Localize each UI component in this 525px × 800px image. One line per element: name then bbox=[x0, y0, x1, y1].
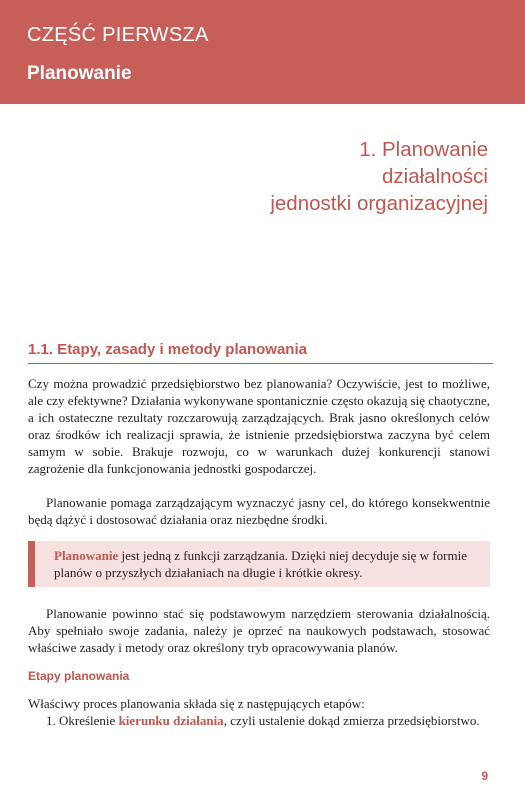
paragraph-intro: Czy można prowadzić przedsiębiorstwo bez planowania? Oczywiście, jest to możliwe, ale czy efektywne? Działania wykonywane spontanicznie często okazują się chaotyczne, a ich ostateczne rezultaty rozczarowują zarządzających. Brak jasno określonych celów oraz środków ich realizacji sprawia, że istnienie przedsiębiorstwa zaczyna być celem samym w sobie. Brakuje rozwoju, co w warunkach dużej konkurencji stanowi zagrożenie dla funkcjonowania jednostki gospodarczej. bbox=[28, 376, 491, 476]
subsection-heading: Etapy planowania bbox=[28, 669, 130, 683]
subsection-intro: Właściwy proces planowania składa się z następujących etapów: bbox=[28, 696, 365, 711]
chapter-title-line: działalności bbox=[382, 165, 488, 188]
definition-body: jest jedną z funkcji zarządzania. Dzięki niej decyduje się w formie planów o przyszłych działaniach na długie i krótkie okresy. bbox=[54, 548, 467, 580]
list-item bbox=[28, 712, 490, 729]
part-label: CZĘŚĆ PIERWSZA bbox=[27, 24, 209, 46]
paragraph-tool: Planowanie powinno stać się podstawowym narzędziem sterowania działalnością. Aby spełniało swoje zadania, należy je oprzeć na naukowych podstawach, stosować właściwe zasady i metody oraz określony tryb opracowywania planów. bbox=[28, 606, 490, 655]
paragraph-purpose: Planowanie pomaga zarządzającym wyznaczyć jasny cel, do którego konsekwentnie będą dążyć i dostosować działania oraz niezbędne środki. bbox=[28, 495, 490, 527]
part-title: Planowanie bbox=[27, 63, 132, 84]
section-heading: 1.1. Etapy, zasady i metody planowania bbox=[28, 341, 493, 364]
chapter-title-line: jednostki organizacyjnej bbox=[270, 192, 488, 215]
definition-callout bbox=[28, 541, 490, 587]
chapter-title-line: 1. Planowanie bbox=[359, 138, 488, 161]
definition-term: Planowanie bbox=[54, 548, 119, 563]
chapter-title bbox=[270, 136, 488, 217]
part-header-banner bbox=[0, 0, 525, 104]
list-item-suffix: , czyli ustalenie dokąd zmierza przedsiębiorstwo. bbox=[223, 713, 480, 728]
definition-text bbox=[54, 547, 479, 581]
list-item-term: kierunku działania bbox=[118, 713, 224, 728]
list-item-prefix: 1. Określenie bbox=[46, 713, 119, 728]
page-number: 9 bbox=[481, 769, 488, 783]
